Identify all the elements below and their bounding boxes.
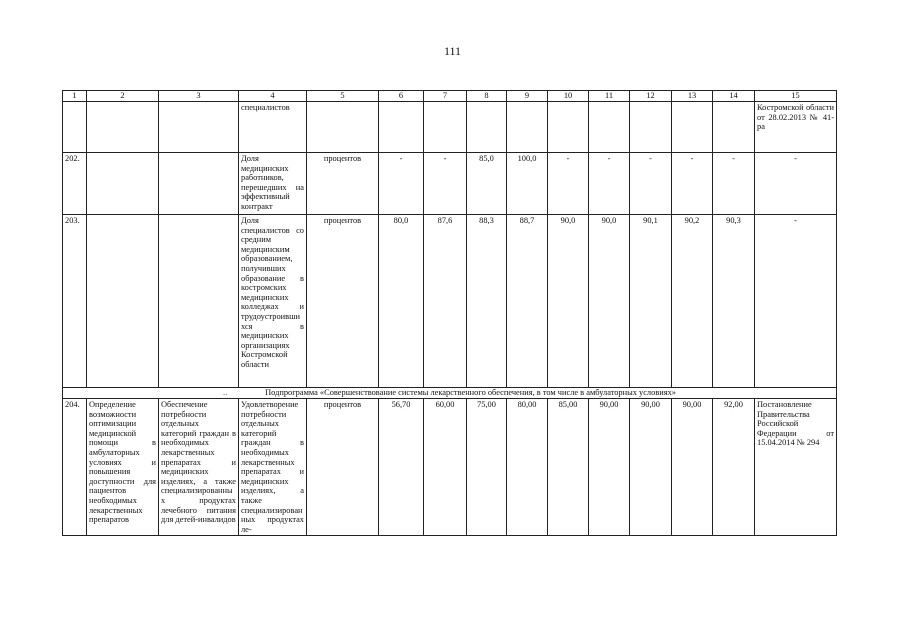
indicator-cell: Доля медицинских работников, перешедших на эффективный контракт <box>239 153 307 215</box>
header-cell: 13 <box>672 91 713 102</box>
value-cell <box>548 102 589 153</box>
source-cell: Костромской области от 28.02.2013 № 41-ра <box>755 102 837 153</box>
unit-cell <box>307 102 379 153</box>
goal-cell: Определение возможности оптимизации медицинской помощи в амбулаторных условиях и повышения доступности для пациентов необходимых лекарственных препаратов <box>87 399 159 536</box>
unit-cell: процентов <box>307 399 379 536</box>
header-cell: 12 <box>630 91 672 102</box>
value-cell <box>630 102 672 153</box>
indicator-cell: специалистов <box>239 102 307 153</box>
value-cell: 90,00 <box>630 399 672 536</box>
value-cell: 85,0 <box>467 153 507 215</box>
value-cell: 90,00 <box>672 399 713 536</box>
value-cell: - <box>630 153 672 215</box>
value-cell <box>672 102 713 153</box>
subprogram-title: Подпрограмма «Совершенствование системы лекарственного обеспечения, в том числе в амбулаторных условиях» <box>265 388 676 397</box>
header-cell: 5 <box>307 91 379 102</box>
goal-cell <box>87 102 159 153</box>
header-cell: 8 <box>467 91 507 102</box>
task-cell <box>159 153 239 215</box>
header-cell: 2 <box>87 91 159 102</box>
value-cell <box>507 102 548 153</box>
unit-cell: процентов <box>307 215 379 388</box>
header-cell: 6 <box>379 91 424 102</box>
subprogram-row <box>63 388 837 399</box>
value-cell: 80,00 <box>507 399 548 536</box>
table-row <box>63 153 837 215</box>
header-cell: 7 <box>424 91 467 102</box>
value-cell: - <box>672 153 713 215</box>
subprogram-cell <box>63 388 837 399</box>
unit-cell: процентов <box>307 153 379 215</box>
indicator-cell: Доля специалистов со средним медицинским образованием, получивших образование в костромских медицинских колледжах и трудоустроившихся в медицинских организациях Костромской области <box>239 215 307 388</box>
header-cell: 14 <box>713 91 755 102</box>
header-cell: 11 <box>589 91 630 102</box>
value-cell: 80,0 <box>379 215 424 388</box>
value-cell: 92,00 <box>713 399 755 536</box>
value-cell: 100,0 <box>507 153 548 215</box>
table-row <box>63 215 837 388</box>
value-cell: 60,00 <box>424 399 467 536</box>
table-row <box>63 399 837 536</box>
value-cell <box>713 102 755 153</box>
table-row <box>63 102 837 153</box>
header-cell: 3 <box>159 91 239 102</box>
dash-mark: .. <box>223 388 228 397</box>
header-cell: 9 <box>507 91 548 102</box>
indicator-cell: Удовлетворение потребности отдельных категорий граждан в необходимых лекарственных препаратах и медицинских изделиях, а также специализированных продуктах ле- <box>239 399 307 536</box>
value-cell: 88,3 <box>467 215 507 388</box>
goal-cell <box>87 153 159 215</box>
value-cell <box>424 102 467 153</box>
row-number: 203. <box>63 215 87 388</box>
value-cell: 85,00 <box>548 399 589 536</box>
indicators-table <box>62 90 837 536</box>
value-cell: - <box>589 153 630 215</box>
value-cell <box>467 102 507 153</box>
value-cell: 88,7 <box>507 215 548 388</box>
value-cell: 90,0 <box>589 215 630 388</box>
goal-cell <box>87 215 159 388</box>
task-cell <box>159 102 239 153</box>
value-cell: 87,6 <box>424 215 467 388</box>
value-cell: 90,1 <box>630 215 672 388</box>
value-cell: - <box>379 153 424 215</box>
value-cell: - <box>713 153 755 215</box>
row-number <box>63 102 87 153</box>
value-cell: 90,3 <box>713 215 755 388</box>
value-cell: 75,00 <box>467 399 507 536</box>
header-cell: 1 <box>63 91 87 102</box>
row-number: 202. <box>63 153 87 215</box>
source-cell: Постановление Правительства Российской Федерации от 15.04.2014 № 294 <box>755 399 837 536</box>
value-cell: 56,70 <box>379 399 424 536</box>
value-cell: 90,2 <box>672 215 713 388</box>
header-row <box>63 91 837 102</box>
task-cell <box>159 215 239 388</box>
row-number: 204. <box>63 399 87 536</box>
header-cell: 10 <box>548 91 589 102</box>
source-cell: - <box>755 215 837 388</box>
task-cell: Обеспечение потребности отдельных категорий граждан в необходимых лекарственных препаратах и медицинских изделиях, а также специализированных продуктах лечебного питания для детей-инвалидов <box>159 399 239 536</box>
page-number: 111 <box>443 44 462 58</box>
header-cell: 4 <box>239 91 307 102</box>
value-cell: 90,0 <box>548 215 589 388</box>
header-cell: 15 <box>755 91 837 102</box>
value-cell: - <box>548 153 589 215</box>
value-cell: 90,00 <box>589 399 630 536</box>
value-cell <box>379 102 424 153</box>
value-cell <box>589 102 630 153</box>
source-cell: - <box>755 153 837 215</box>
value-cell: - <box>424 153 467 215</box>
